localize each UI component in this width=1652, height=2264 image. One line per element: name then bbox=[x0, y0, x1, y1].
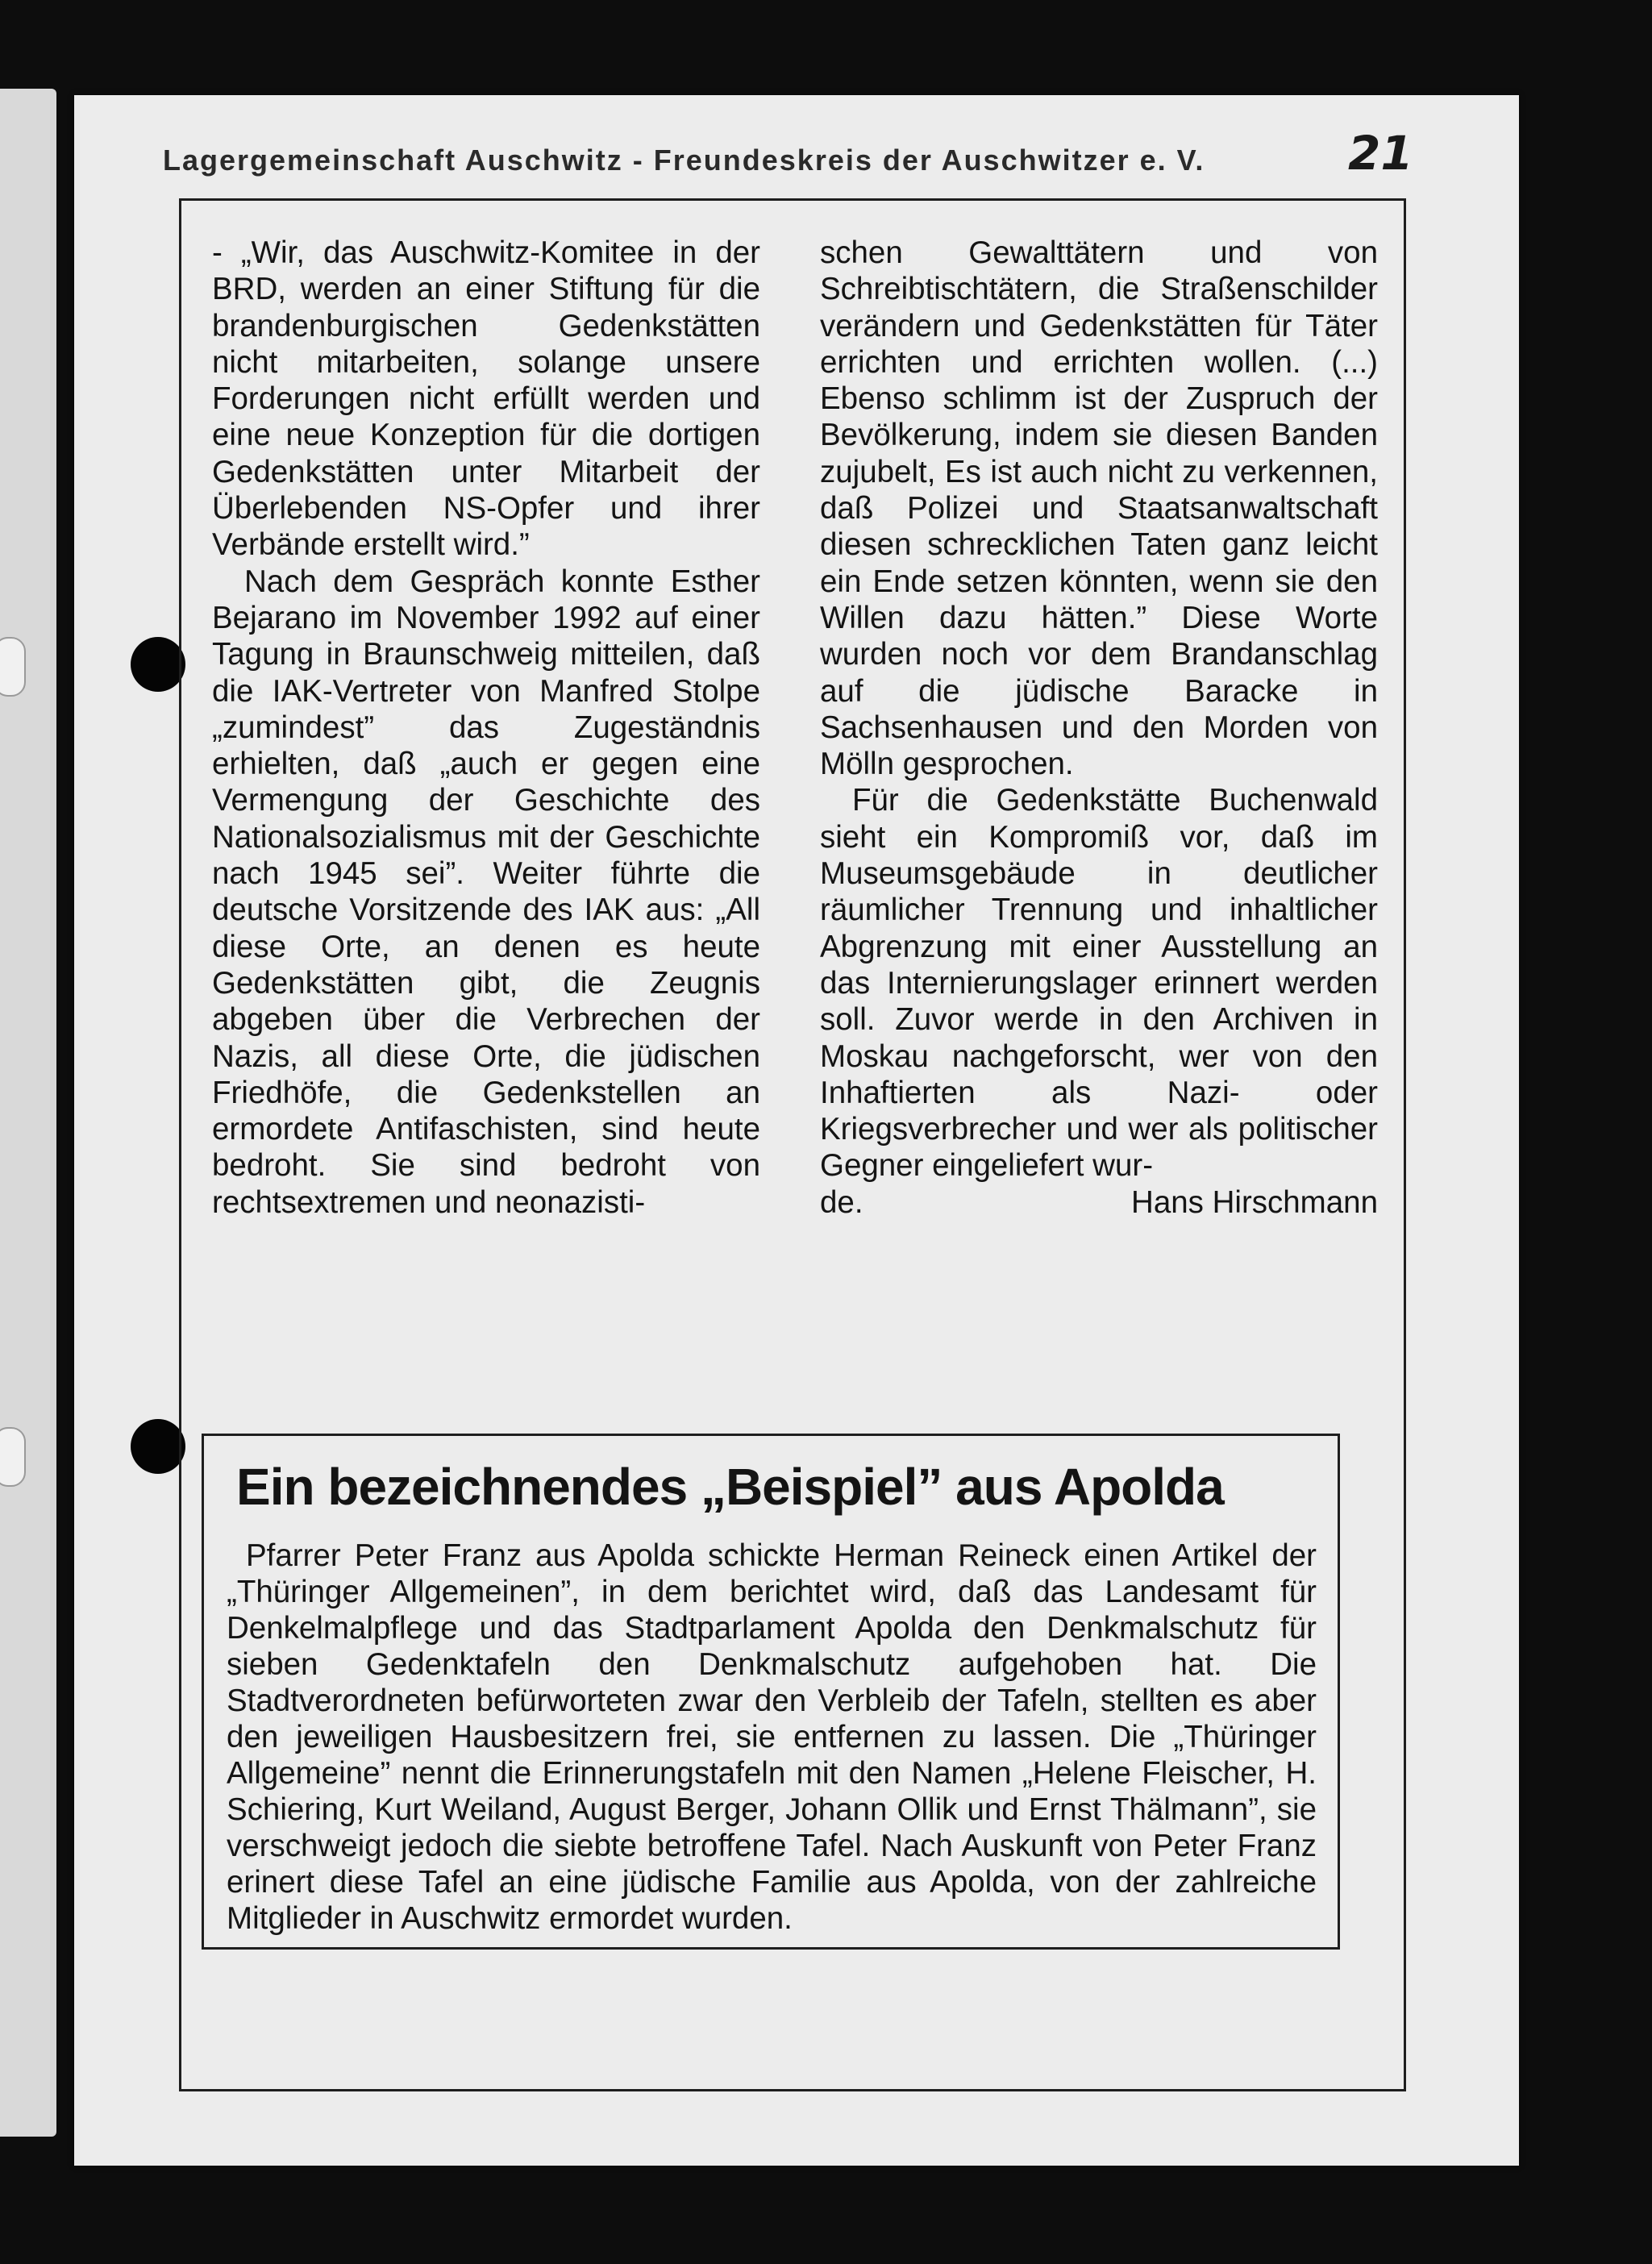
previous-page-edge bbox=[0, 89, 56, 2137]
article-paragraph: - „Wir, das Auschwitz-Komitee in der BRD, werden an einer Stiftung für die brandenburgischen Gedenkstätten nicht mitarbeiten, solange unsere Forderungen nicht erfüllt werden und eine neue Konzeption für die dortigen Gedenkstätten unter Mitarbeit der Überlebenden NS-Opfer und ihrer Verbände erstellt wird.” bbox=[212, 235, 760, 563]
article-paragraph: Für die Gedenkstätte Buchenwald sieht ein Kompromiß vor, daß im Museumsgebäude in deutlicher räumlicher Trennung und inhaltlicher Abgrenzung mit einer Ausstellung an das Internierungslager erinnert werden soll. Zuvor werde in den Archiven in Moskau nachgeforscht, wer von den Inhaftierten als Nazi- oder Kriegsverbrecher und wer als politischer Gegner eingeliefert wur- bbox=[820, 783, 1378, 1184]
inset-box bbox=[202, 1434, 1340, 1950]
inset-title: Ein bezeichnendes „Beispiel” aus Apolda bbox=[236, 1458, 1224, 1516]
inset-body bbox=[227, 1538, 1317, 1937]
article-paragraph: schen Gewalttätern und von Schreibtischtätern, die Straßenschilder verändern und Gedenkstätten für Täter errichten und errichten wollen. (...) Ebenso schlimm ist der Zuspruch der Bevölkerung, indem sie diesen Banden zujubelt, Es ist auch nicht zu verkennen, daß Polizei und Staatsanwaltschaft diesen schrecklichen Taten ganz leicht ein Ende setzen könnten, wenn sie den Willen dazu hätten.” Diese Worte wurden noch vor dem Brandanschlag auf die jüdische Baracke in Sachsenhausen und den Morden von Mölln gesprochen. bbox=[820, 235, 1378, 782]
punch-hole bbox=[131, 637, 185, 692]
punch-hole bbox=[131, 1419, 185, 1474]
author-name: Hans Hirschmann bbox=[1131, 1184, 1378, 1220]
article-paragraph: Nach dem Gespräch konnte Esther Bejarano im November 1992 auf einer Tagung in Braunschweig mitteilen, daß die IAK-Vertreter von Manfred Stolpe „zumindest” das Zugeständnis erhielten, daß „auch er gegen eine Vermengung der Geschichte des Nationalsozialismus mit der Geschichte nach 1945 sei”. Weiter führte die deutsche Vorsitzende des IAK aus: „All diese Orte, an denen es heute Gedenkstätten gibt, die Zeugnis abgeben über die Verbrechen der Nazis, all diese Orte, die jüdischen Friedhöfe, die Gedenkstellen an ermordete Antifaschisten, sind heute bedroht. Sie sind bedroht von rechtsextremen und neonazisti- bbox=[212, 564, 760, 1220]
document-page bbox=[74, 95, 1519, 2166]
signature-line bbox=[820, 1184, 1378, 1221]
inset-paragraph: Pfarrer Peter Franz aus Apolda schickte Herman Reineck einen Artikel der „Thüringer Allgemeinen”, in dem berichtet wird, daß das Landesamt für Denkelmalpflege und das Stadtparlament Apolda den Denkmalschutz für sieben Gedenktafeln den Denkmalschutz aufgehoben hat. Die Stadtverordneten befürworteten zwar den Verbleib der Tafeln, stellten es aber den jeweiligen Hausbesitzern frei, sie entfernen zu lassen. Die „Thüringer Allgemeine” nennt die Erinnerungstafeln mit den Namen „Helene Fleischer, H. Schiering, Kurt Weiland, August Berger, Johann Ollik und Ernst Thälmann”, sie verschweigt jedoch die siebte betroffene Tafel. Nach Auskunft von Peter Franz erinert diese Tafel an eine jüdische Familie aus Apolda, von der zahlreiche Mitglieder in Auschwitz ermordet wurden. bbox=[227, 1538, 1317, 1936]
running-header: Lagergemeinschaft Auschwitz - Freundeskreis der Auschwitzer e. V. bbox=[163, 144, 1205, 177]
previous-page-punch-hole bbox=[0, 637, 26, 697]
article-left-column bbox=[212, 235, 760, 1221]
previous-page-punch-hole bbox=[0, 1427, 26, 1487]
article-right-column bbox=[820, 235, 1378, 1221]
page-number: 21 bbox=[1348, 126, 1413, 181]
article-last-line: de. bbox=[820, 1184, 863, 1220]
